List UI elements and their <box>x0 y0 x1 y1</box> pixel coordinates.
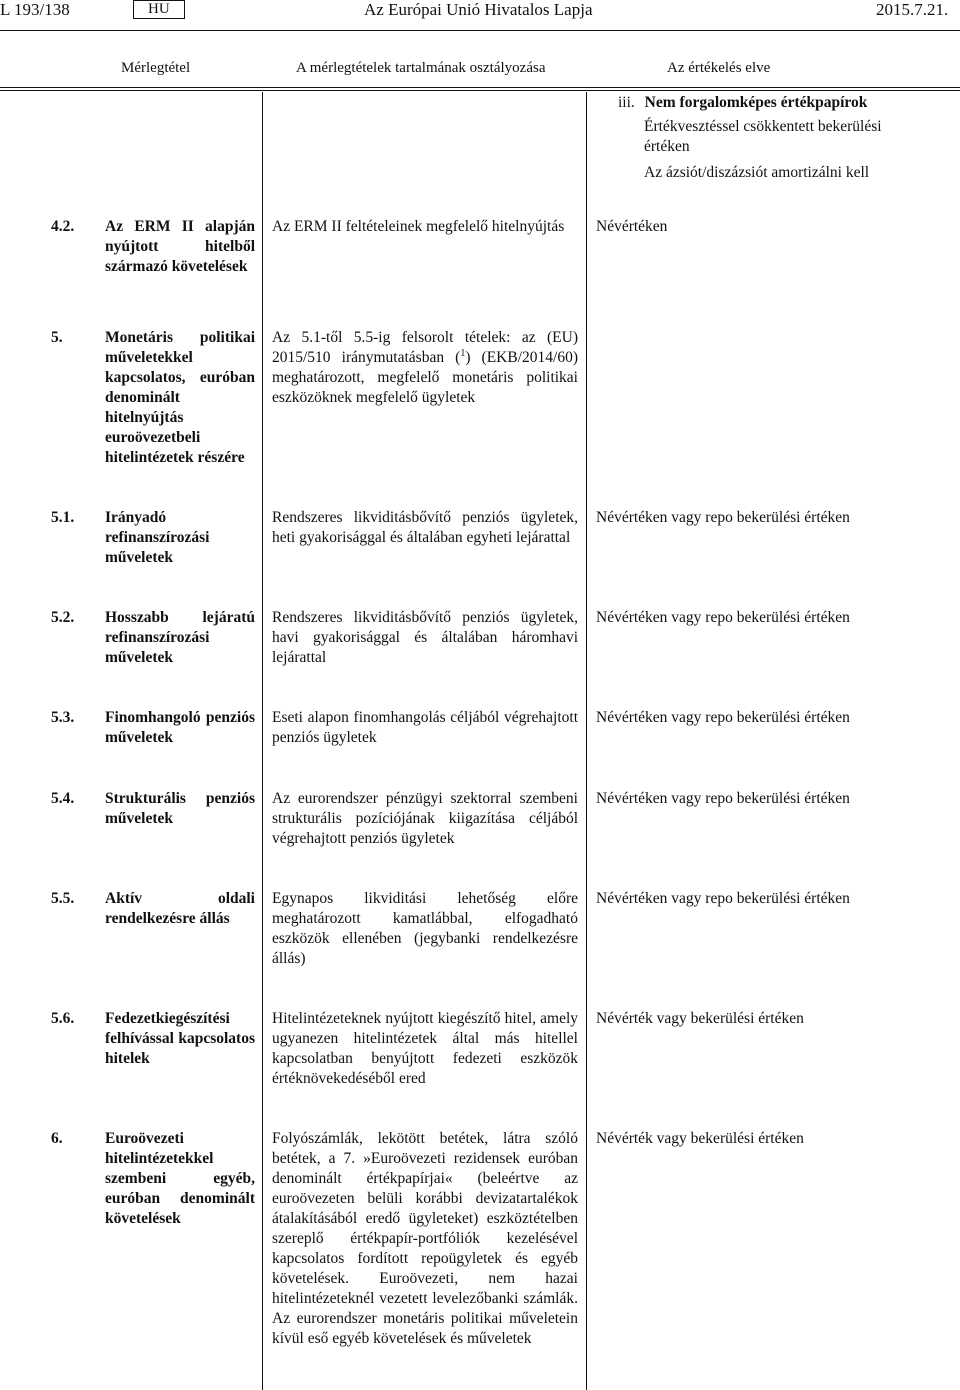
header-rule <box>0 30 960 31</box>
row-description-part-b: ) (EKB/2014/60) meghatározott, megfelelő monetáris politikai eszközöknek megfelelő ügyletek <box>272 349 578 406</box>
intro-heading-number: iii. <box>618 94 635 111</box>
row-description: Folyószámlák, lekötött betétek, látra szóló betétek, a 7. »Euroövezeti rezidensek euróban denominált értékpapírjai« (beleértve az euroövezeten belüli korábbi devizatartalékok átalakításából eredő ügyleteket) eszköztételben szereplő értékpapír-portfóliók kezelésével kapcsolatos fordított repoügyletek és egyéb követelések. Euroövezeti, nem hazai hitelintézeteknél vezetett levelezőbanki számlák. Az eurorendszer monetáris politikai műveletein kívül eső egyéb követelések és műveletek <box>272 1130 578 1347</box>
row-valuation: Névértéken vagy repo bekerülési értéken <box>596 509 850 526</box>
row-title: Finomhangoló penziós műveletek <box>105 709 255 746</box>
row-valuation: Névérték vagy bekerülési értéken <box>596 1130 804 1147</box>
row-number: 5.4. <box>51 790 75 807</box>
row-description: Egynapos likviditási lehetőség előre meghatározott kamatlábbal, elfogadható eszközök ellenében (jegybanki rendelkezésre állás) <box>272 890 578 967</box>
page-header <box>0 0 960 20</box>
row-valuation: Névérték vagy bekerülési értéken <box>596 1010 804 1027</box>
intro-heading-text: Nem forgalomképes értékpapírok <box>644 94 868 111</box>
intro-line-2: Az ázsiót/diszázsiót amortizálni kell <box>644 164 870 181</box>
language-badge: HU <box>133 0 185 19</box>
row-title: Fedezetkiegészítési felhívással kapcsolatos hitelek <box>105 1010 255 1067</box>
row-valuation: Névértéken vagy repo bekerülési értéken <box>596 890 850 907</box>
table-header-rule-bottom <box>0 90 960 91</box>
row-number: 4.2. <box>51 218 75 235</box>
row-description: Az ERM II feltételeinek megfelelő hitelnyújtás <box>272 218 565 235</box>
row-number: 5.5. <box>51 890 75 907</box>
row-number: 5. <box>51 329 63 346</box>
row-valuation: Névértéken vagy repo bekerülési értéken <box>596 609 850 626</box>
row-number: 6. <box>51 1130 63 1147</box>
footnote-marker[interactable]: 1 <box>460 347 466 359</box>
column-header-valuation: Az értékelés elve <box>667 60 771 76</box>
column-header-classification: A mérlegtételek tartalmának osztályozása <box>296 60 546 76</box>
intro-heading <box>618 93 867 113</box>
row-number: 5.3. <box>51 709 75 726</box>
row-number: 5.1. <box>51 509 75 526</box>
column-divider-1 <box>262 92 263 1390</box>
row-valuation: Névértéken <box>596 218 668 235</box>
row-description: Eseti alapon finomhangolás céljából végrehajtott penziós ügyletek <box>272 709 578 746</box>
row-number: 5.6. <box>51 1010 75 1027</box>
row-valuation: Névértéken vagy repo bekerülési értéken <box>596 790 850 807</box>
row-description: Rendszeres likviditásbővítő penziós ügyletek, havi gyakorisággal és általában háromhavi lejárattal <box>272 609 578 666</box>
row-description-part-a: Az 5.1-től 5.5-ig felsorolt tételek: az (EU) 2015/510 iránymutatásban ( <box>272 329 578 366</box>
row-title: Irányadó refinanszírozási műveletek <box>105 509 210 566</box>
row-title: Aktív oldali rendelkezésre állás <box>105 890 255 927</box>
row-title: Euroövezeti hitelintézetekkel szembeni egyéb, euróban denominált követelések <box>105 1130 255 1227</box>
row-description: Hitelintézeteknek nyújtott kiegészítő hitel, amely ugyanezen hitelintézetek által más hitellel kapcsolatban benyújtott fedezeti eszközök értéknövekedéséből ered <box>272 1010 578 1087</box>
journal-title: Az Európai Unió Hivatalos Lapja <box>364 0 593 19</box>
table-header-rule-top <box>0 87 960 88</box>
row-description: Rendszeres likviditásbővítő penziós ügyletek, heti gyakorisággal és általában egyheti lejárattal <box>272 509 578 546</box>
row-description <box>272 328 578 408</box>
row-description: Az eurorendszer pénzügyi szektorral szembeni strukturális pozíciójának kiigazítása céljából végrehajtott penziós ügyletek <box>272 790 578 847</box>
row-valuation: Névértéken vagy repo bekerülési értéken <box>596 709 850 726</box>
row-title: Az ERM II alapján nyújtott hitelből származó követelések <box>105 218 255 275</box>
publication-date: 2015.7.21. <box>876 0 949 19</box>
row-title: Hosszabb lejáratú refinanszírozási műveletek <box>105 609 255 666</box>
row-number: 5.2. <box>51 609 75 626</box>
column-header-item: Mérlegtétel <box>121 60 191 76</box>
row-title: Strukturális penziós műveletek <box>105 790 255 827</box>
row-title: Monetáris politikai műveletekkel kapcsolatos, euróban denominált hitelnyújtás euroövezetbeli hitelintézetek részére <box>105 329 255 466</box>
page-reference: L 193/138 <box>0 0 70 19</box>
column-divider-2 <box>586 92 587 1390</box>
intro-line-1: Értékvesztéssel csökkentett bekerülési értéken <box>644 118 882 155</box>
